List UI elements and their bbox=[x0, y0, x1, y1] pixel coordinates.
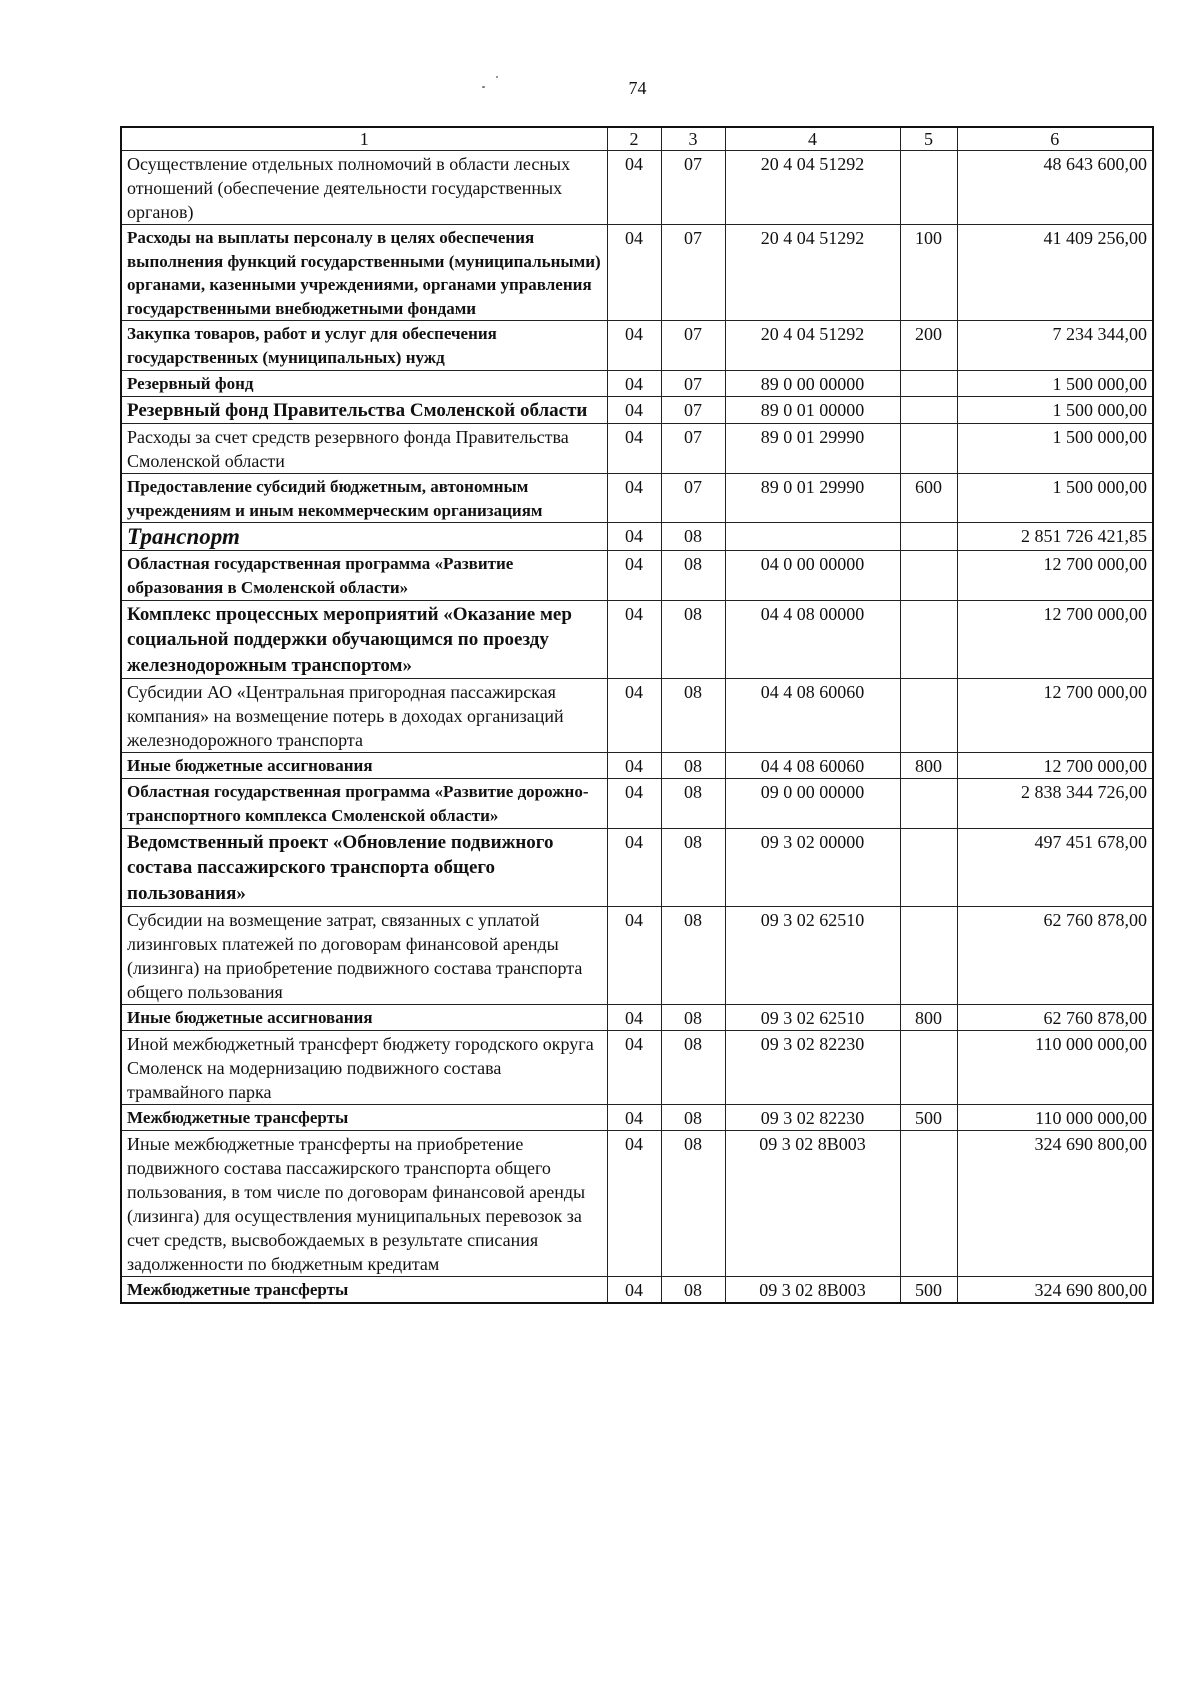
page-number: 74 bbox=[628, 78, 647, 98]
row-subsection-code: 08 bbox=[661, 1105, 725, 1131]
row-amount: 41 409 256,00 bbox=[957, 225, 1153, 321]
table-row bbox=[121, 1277, 1153, 1304]
row-section-code: 04 bbox=[607, 753, 661, 779]
row-section-code: 04 bbox=[607, 523, 661, 551]
row-subsection-code: 08 bbox=[661, 523, 725, 551]
table-row bbox=[121, 679, 1153, 753]
row-expense-type: 500 bbox=[900, 1105, 957, 1131]
row-subsection-code: 07 bbox=[661, 474, 725, 523]
column-header-5: 5 bbox=[900, 127, 957, 151]
row-section-code: 04 bbox=[607, 1031, 661, 1105]
column-header-3: 3 bbox=[661, 127, 725, 151]
row-amount: 62 760 878,00 bbox=[957, 1005, 1153, 1031]
row-target-article: 09 3 02 00000 bbox=[725, 828, 900, 907]
row-name: Иной межбюджетный трансферт бюджету городского округа Смоленск на модернизацию подвижного состава трамвайного парка bbox=[121, 1031, 607, 1105]
row-target-article: 04 4 08 00000 bbox=[725, 600, 900, 679]
row-expense-type bbox=[900, 1031, 957, 1105]
column-header-1: 1 bbox=[121, 127, 607, 151]
row-subsection-code: 08 bbox=[661, 600, 725, 679]
row-section-code: 04 bbox=[607, 1277, 661, 1304]
row-amount: 1 500 000,00 bbox=[957, 370, 1153, 396]
row-target-article: 09 3 02 8В003 bbox=[725, 1131, 900, 1277]
row-name: Иные бюджетные ассигнования bbox=[121, 753, 607, 779]
table-row bbox=[121, 321, 1153, 370]
row-name: Межбюджетные трансферты bbox=[121, 1105, 607, 1131]
row-subsection-code: 08 bbox=[661, 907, 725, 1005]
column-header-6: 6 bbox=[957, 127, 1153, 151]
row-amount: 110 000 000,00 bbox=[957, 1105, 1153, 1131]
row-section-code: 04 bbox=[607, 600, 661, 679]
table-row bbox=[121, 424, 1153, 474]
column-header-2: 2 bbox=[607, 127, 661, 151]
row-name: Иные межбюджетные трансферты на приобретение подвижного состава пассажирского транспорта общего пользования, в том числе по договорам финансовой аренды (лизинга) для осуществления муниципальных перевозок за счет средств, высвобождаемых в результате списания задолженности по бюджетным кредитам bbox=[121, 1131, 607, 1277]
row-amount: 12 700 000,00 bbox=[957, 551, 1153, 600]
table-row bbox=[121, 474, 1153, 523]
table-row bbox=[121, 151, 1153, 225]
row-amount: 1 500 000,00 bbox=[957, 424, 1153, 474]
row-expense-type bbox=[900, 679, 957, 753]
row-section-code: 04 bbox=[607, 779, 661, 828]
row-subsection-code: 07 bbox=[661, 225, 725, 321]
table-row bbox=[121, 907, 1153, 1005]
table-header-row bbox=[121, 127, 1153, 151]
table-row bbox=[121, 225, 1153, 321]
row-subsection-code: 08 bbox=[661, 1277, 725, 1304]
row-target-article: 20 4 04 51292 bbox=[725, 321, 900, 370]
row-section-code: 04 bbox=[607, 1131, 661, 1277]
row-subsection-code: 08 bbox=[661, 679, 725, 753]
row-amount: 1 500 000,00 bbox=[957, 474, 1153, 523]
row-name: Областная государственная программа «Развитие образования в Смоленской области» bbox=[121, 551, 607, 600]
row-expense-type: 100 bbox=[900, 225, 957, 321]
row-target-article: 89 0 01 00000 bbox=[725, 396, 900, 424]
row-name: Областная государственная программа «Развитие дорожно-транспортного комплекса Смоленской области» bbox=[121, 779, 607, 828]
row-section-code: 04 bbox=[607, 907, 661, 1005]
table-row bbox=[121, 1105, 1153, 1131]
row-subsection-code: 07 bbox=[661, 424, 725, 474]
row-target-article: 89 0 00 00000 bbox=[725, 370, 900, 396]
row-amount: 12 700 000,00 bbox=[957, 753, 1153, 779]
row-section-code: 04 bbox=[607, 370, 661, 396]
row-expense-type: 200 bbox=[900, 321, 957, 370]
row-name: Иные бюджетные ассигнования bbox=[121, 1005, 607, 1031]
table-row bbox=[121, 551, 1153, 600]
row-name: Расходы за счет средств резервного фонда Правительства Смоленской области bbox=[121, 424, 607, 474]
row-expense-type bbox=[900, 523, 957, 551]
row-target-article bbox=[725, 523, 900, 551]
row-target-article: 09 3 02 62510 bbox=[725, 907, 900, 1005]
row-expense-type bbox=[900, 424, 957, 474]
row-subsection-code: 08 bbox=[661, 551, 725, 600]
row-amount: 62 760 878,00 bbox=[957, 907, 1153, 1005]
row-expense-type bbox=[900, 370, 957, 396]
row-target-article: 89 0 01 29990 bbox=[725, 424, 900, 474]
row-expense-type bbox=[900, 779, 957, 828]
row-subsection-code: 07 bbox=[661, 396, 725, 424]
table-row bbox=[121, 753, 1153, 779]
row-section-code: 04 bbox=[607, 1105, 661, 1131]
row-subsection-code: 08 bbox=[661, 1131, 725, 1277]
row-section-code: 04 bbox=[607, 828, 661, 907]
row-target-article: 04 4 08 60060 bbox=[725, 753, 900, 779]
row-section-code: 04 bbox=[607, 396, 661, 424]
table-row bbox=[121, 779, 1153, 828]
row-expense-type: 600 bbox=[900, 474, 957, 523]
scan-speck bbox=[496, 76, 498, 78]
row-target-article: 04 0 00 00000 bbox=[725, 551, 900, 600]
row-amount: 1 500 000,00 bbox=[957, 396, 1153, 424]
row-expense-type bbox=[900, 600, 957, 679]
row-section-code: 04 bbox=[607, 551, 661, 600]
row-target-article: 09 0 00 00000 bbox=[725, 779, 900, 828]
row-name: Субсидии на возмещение затрат, связанных с уплатой лизинговых платежей по договорам финансовой аренды (лизинга) на приобретение подвижного состава транспорта общего пользования bbox=[121, 907, 607, 1005]
row-target-article: 09 3 02 62510 bbox=[725, 1005, 900, 1031]
column-header-4: 4 bbox=[725, 127, 900, 151]
row-subsection-code: 08 bbox=[661, 753, 725, 779]
row-name: Резервный фонд Правительства Смоленской области bbox=[121, 396, 607, 424]
row-target-article: 09 3 02 8В003 bbox=[725, 1277, 900, 1304]
row-expense-type bbox=[900, 551, 957, 600]
row-section-code: 04 bbox=[607, 321, 661, 370]
row-target-article: 09 3 02 82230 bbox=[725, 1105, 900, 1131]
row-expense-type: 800 bbox=[900, 753, 957, 779]
table-row bbox=[121, 828, 1153, 907]
table-row bbox=[121, 1005, 1153, 1031]
row-section-code: 04 bbox=[607, 474, 661, 523]
table-row bbox=[121, 523, 1153, 551]
row-subsection-code: 07 bbox=[661, 321, 725, 370]
row-target-article: 20 4 04 51292 bbox=[725, 225, 900, 321]
row-name: Закупка товаров, работ и услуг для обеспечения государственных (муниципальных) нужд bbox=[121, 321, 607, 370]
row-amount: 12 700 000,00 bbox=[957, 679, 1153, 753]
row-subsection-code: 08 bbox=[661, 779, 725, 828]
row-amount: 324 690 800,00 bbox=[957, 1131, 1153, 1277]
budget-table-body bbox=[121, 127, 1153, 1303]
row-amount: 12 700 000,00 bbox=[957, 600, 1153, 679]
row-amount: 110 000 000,00 bbox=[957, 1031, 1153, 1105]
row-subsection-code: 08 bbox=[661, 1005, 725, 1031]
row-name: Резервный фонд bbox=[121, 370, 607, 396]
row-name: Осуществление отдельных полномочий в области лесных отношений (обеспечение деятельности государственных органов) bbox=[121, 151, 607, 225]
row-target-article: 09 3 02 82230 bbox=[725, 1031, 900, 1105]
row-section-code: 04 bbox=[607, 679, 661, 753]
scan-speck bbox=[482, 86, 485, 88]
table-row bbox=[121, 1031, 1153, 1105]
row-expense-type: 800 bbox=[900, 1005, 957, 1031]
row-target-article: 20 4 04 51292 bbox=[725, 151, 900, 225]
row-subsection-code: 08 bbox=[661, 1031, 725, 1105]
row-amount: 497 451 678,00 bbox=[957, 828, 1153, 907]
row-target-article: 89 0 01 29990 bbox=[725, 474, 900, 523]
row-expense-type bbox=[900, 396, 957, 424]
row-section-code: 04 bbox=[607, 1005, 661, 1031]
row-expense-type bbox=[900, 1131, 957, 1277]
row-name: Транспорт bbox=[121, 523, 607, 551]
row-amount: 2 851 726 421,85 bbox=[957, 523, 1153, 551]
row-name: Межбюджетные трансферты bbox=[121, 1277, 607, 1304]
row-expense-type bbox=[900, 828, 957, 907]
budget-table bbox=[120, 126, 1154, 1304]
table-row bbox=[121, 600, 1153, 679]
row-name: Предоставление субсидий бюджетным, автономным учреждениям и иным некоммерческим организациям bbox=[121, 474, 607, 523]
row-amount: 2 838 344 726,00 bbox=[957, 779, 1153, 828]
row-section-code: 04 bbox=[607, 424, 661, 474]
row-target-article: 04 4 08 60060 bbox=[725, 679, 900, 753]
row-subsection-code: 08 bbox=[661, 828, 725, 907]
row-subsection-code: 07 bbox=[661, 370, 725, 396]
row-name: Расходы на выплаты персоналу в целях обеспечения выполнения функций государственными (муниципальными) органами, казенными учреждениями, органами управления государственными внебюджетными фондами bbox=[121, 225, 607, 321]
row-amount: 48 643 600,00 bbox=[957, 151, 1153, 225]
row-subsection-code: 07 bbox=[661, 151, 725, 225]
row-section-code: 04 bbox=[607, 151, 661, 225]
table-row bbox=[121, 1131, 1153, 1277]
row-expense-type bbox=[900, 907, 957, 1005]
table-row bbox=[121, 396, 1153, 424]
row-expense-type: 500 bbox=[900, 1277, 957, 1304]
row-section-code: 04 bbox=[607, 225, 661, 321]
row-name: Субсидии АО «Центральная пригородная пассажирская компания» на возмещение потерь в доходах организаций железнодорожного транспорта bbox=[121, 679, 607, 753]
row-name: Комплекс процессных мероприятий «Оказание мер социальной поддержки обучающимся по проезду железнодорожным транспортом» bbox=[121, 600, 607, 679]
row-amount: 7 234 344,00 bbox=[957, 321, 1153, 370]
table-row bbox=[121, 370, 1153, 396]
row-expense-type bbox=[900, 151, 957, 225]
row-name: Ведомственный проект «Обновление подвижного состава пассажирского транспорта общего пользования» bbox=[121, 828, 607, 907]
row-amount: 324 690 800,00 bbox=[957, 1277, 1153, 1304]
